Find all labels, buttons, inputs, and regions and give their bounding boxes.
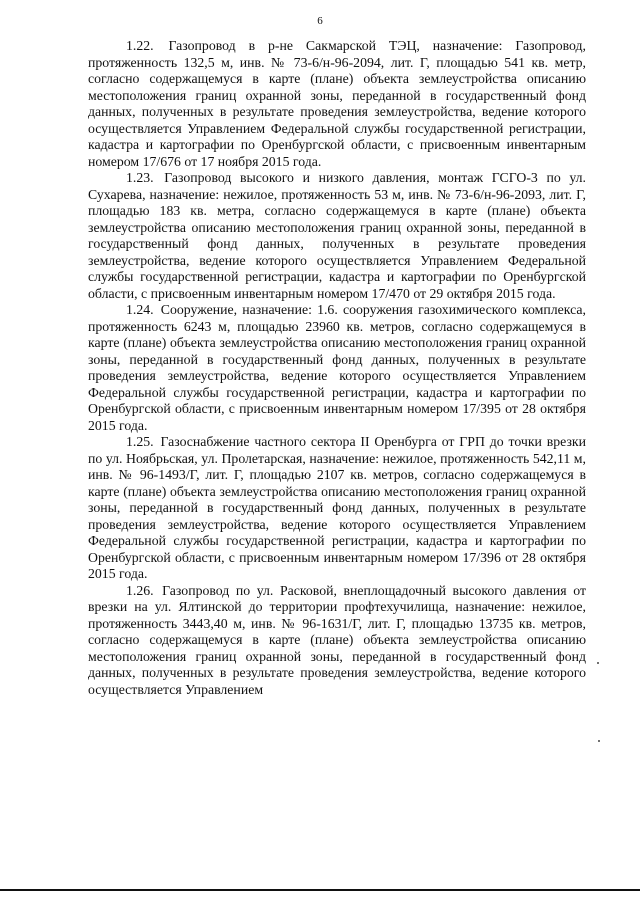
paragraph-text: Газопровод высокого и низкого давления, монтаж ГСГО-3 по ул. Сухарева, назначение: нежилое, протяженность 53 м, инв. № 73-6/н-96-2093, лит. Г, площадью 183 кв. метра, согласно содержащемуся в карте (плане) объекта землеустройства описанию местоположения границ охранной зоны, переданной в государственный фонд данных, полученных в результате проведения землеустройства, ведение которого осуществляется Управлением Федеральной службы государственной регистрации, кадастра и картографии по Оренбургской области, с присвоенным инвентарным номером 17/470 от 29 октября 2015 года.	[88, 170, 586, 301]
paragraph-number: 1.22.	[126, 38, 154, 53]
paragraph-number: 1.26.	[126, 582, 154, 598]
scan-speck	[597, 662, 599, 664]
page-number: 6	[317, 15, 323, 27]
bottom-rule	[0, 889, 640, 891]
paragraph-1-23	[88, 170, 586, 302]
paragraph-1-25	[88, 434, 586, 583]
paragraph-number: 1.24.	[126, 302, 154, 317]
paragraph-text: Газопровод по ул. Расковой, внеплощадочный высокого давления от врезки на ул. Ялтинской до территории профтехучилища, назначение: нежилое, протяженность 3443,40 м, инв. № 96-1631/Г, лит. Г, площадью 13735 кв. метров, согласно содержащемуся в карте (плане) объекта землеустройства описанию местоположения границ охранной зоны, переданной в государственный фонд данных, полученных в результате проведения землеустройства, ведение которого осуществляется Управлением	[88, 582, 586, 697]
document-body	[88, 38, 586, 698]
paragraph-1-24	[88, 302, 586, 434]
paragraph-text: Сооружение, назначение: 1.6. сооружения газохимического комплекса, протяженность 6243 м, площадью 23960 кв. метров, согласно содержащемуся в карте (плане) объекта землеустройства описанию местоположения границ охранной зоны, переданной в государственный фонд данных, полученных в результате проведения землеустройства, ведение которого осуществляется Управлением Федеральной службы государственной регистрации, кадастра и картографии по Оренбургской области, с присвоенным инвентарным номером 17/395 от 28 октября 2015 года.	[88, 302, 586, 433]
scan-speck	[598, 740, 600, 742]
paragraph-1-26	[88, 583, 586, 699]
paragraph-1-22	[88, 38, 586, 170]
paragraph-text: Газопровод в р-не Сакмарской ТЭЦ, назначение: Газопровод, протяженность 132,5 м, инв. № 73-6/н-96-2094, лит. Г, площадью 541 кв. метр, согласно содержащемуся в карте (плане) объекта землеустройства описанию местоположения границ охранной зоны, переданной в государственный фонд данных, полученных в результате проведения землеустройства, ведение которого осуществляется Управлением Федеральной службы государственной регистрации, кадастра и картографии по Оренбургской области, с присвоенным инвентарным номером 17/676 от 17 ноября 2015 года.	[88, 38, 586, 169]
paragraph-number: 1.25.	[126, 434, 154, 449]
paragraph-number: 1.23.	[126, 170, 154, 185]
paragraph-text: Газоснабжение частного сектора II Оренбурга от ГРП до точки врезки по ул. Ноябрьская, ул. Пролетарская, назначение: нежилое, протяженность 542,11 м, инв. № 96-1493/Г, лит. Г, площадью 2107 кв. метров, согласно содержащемуся в карте (плане) объекта землеустройства описанию местоположения границ охранной зоны, переданной в государственный фонд данных, полученных в результате проведения землеустройства, ведение которого осуществляется Управлением Федеральной службы государственной регистрации, кадастра и картографии по Оренбургской области, с присвоенным инвентарным номером 17/396 от 28 октября 2015 года.	[88, 434, 586, 581]
